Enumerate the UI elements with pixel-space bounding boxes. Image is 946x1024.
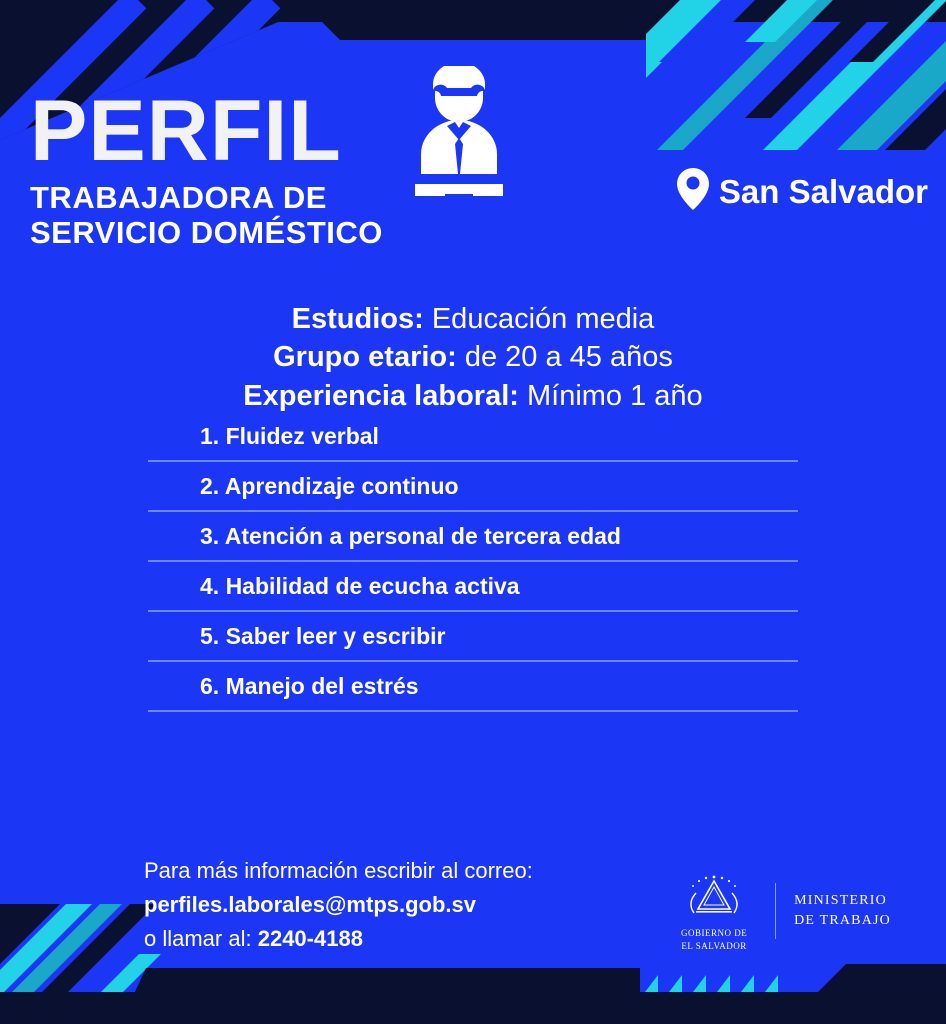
logo-divider [775, 883, 776, 939]
location-label: San Salvador [718, 172, 928, 210]
list-item-label: 4. Habilidad de ecucha activa [200, 572, 520, 599]
list-item [148, 462, 798, 512]
contact-footer [144, 854, 533, 956]
list-item-label: 3. Atención a personal de tercera edad [200, 522, 621, 549]
ministry-label [794, 891, 891, 932]
poster-header [30, 83, 650, 251]
worker-avatar-icon [395, 66, 523, 196]
fact-value: Educación media [431, 303, 655, 335]
ministry-line-1: MINISTERIO [794, 892, 887, 908]
contact-phone-row [144, 922, 533, 956]
list-item [148, 412, 798, 462]
contact-intro: Para más información escribir al correo: [144, 857, 533, 883]
list-item-label: 2. Aprendizaje continuo [200, 472, 459, 499]
seal-label-line-2: EL SALVADOR [681, 940, 747, 951]
list-item-label: 5. Saber leer y escribir [200, 622, 446, 649]
top-dark-notch [300, 0, 700, 40]
fact-label: Grupo etario: [273, 341, 457, 374]
top-right-decoration [646, 0, 946, 150]
profile-facts [0, 300, 946, 415]
list-item [148, 612, 798, 662]
skills-list [148, 412, 798, 712]
fact-row [0, 338, 946, 376]
fact-value: de 20 a 45 años [464, 341, 673, 374]
location-badge [675, 166, 928, 217]
bottom-dark-notch [120, 968, 640, 1024]
contact-email[interactable]: perfiles.laborales@mtps.gob.sv [144, 891, 476, 917]
list-item-label: 1. Fluidez verbal [200, 422, 379, 449]
list-item [148, 562, 798, 612]
fact-row [0, 377, 946, 415]
government-logo [671, 871, 891, 953]
fact-row [0, 300, 946, 338]
list-item [148, 662, 798, 712]
map-pin-icon [675, 166, 711, 217]
list-item-label: 6. Manejo del estrés [200, 672, 419, 699]
subtitle-line-2: SERVICIO DOMÉSTICO [30, 214, 383, 250]
fact-label: Estudios: [291, 303, 424, 335]
ministry-line-2: DE TRABAJO [794, 913, 891, 929]
subtitle-line-1: TRABAJADORA DE [30, 180, 327, 216]
list-item [148, 512, 798, 562]
triangle-accents [645, 975, 778, 992]
page-title: PERFIL [30, 83, 342, 179]
fact-value: Mínimo 1 año [526, 379, 703, 412]
contact-phone[interactable]: 2240-4188 [257, 925, 363, 951]
contact-phone-prefix: o llamar al: [144, 925, 258, 951]
seal-label-line-1: GOBIERNO DE [680, 927, 748, 938]
fact-label: Experiencia laboral: [243, 379, 519, 412]
el-salvador-seal-icon [671, 871, 757, 953]
